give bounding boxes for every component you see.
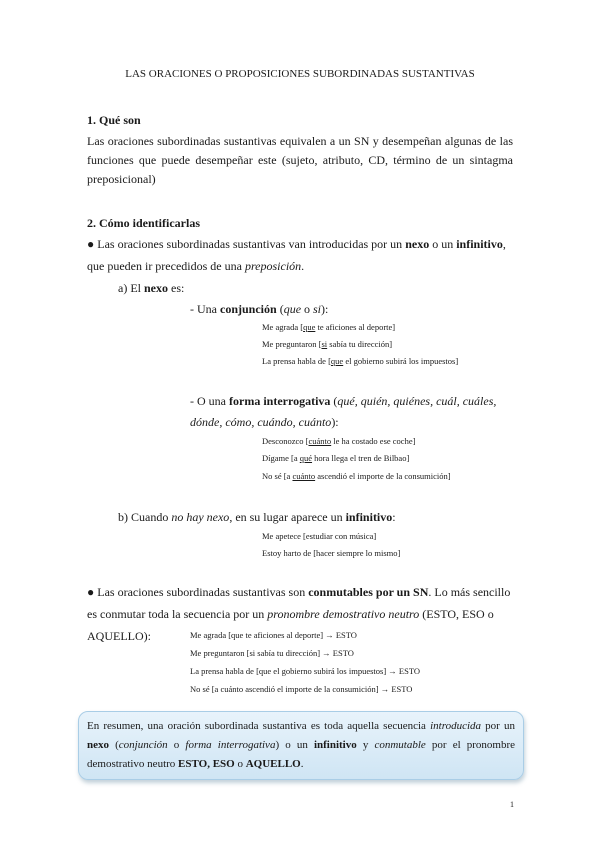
page-number: 1 bbox=[510, 800, 514, 809]
bullet-1-line-2: que pueden ir precedidos de una preposición. bbox=[87, 259, 305, 273]
conj-example-3: La prensa habla de [que el gobierno subirá los impuestos] bbox=[262, 356, 459, 366]
document-title: LAS ORACIONES O PROPOSICIONES SUBORDINADAS SUSTANTIVAS bbox=[125, 68, 475, 80]
bullet-2-line-2: es conmutar toda la secuencia por un pronombre demostrativo neutro (ESTO, ESO o bbox=[87, 607, 494, 621]
section-1-heading: 1. Qué son bbox=[87, 113, 141, 127]
inf-example-2: Estoy harto de [hacer siempre lo mismo] bbox=[262, 548, 401, 558]
summary-box: En resumen, una oración subordinada sustantiva es toda aquella secuencia introducida por un nexo (conjunción o forma interrogativa) o un infinitivo y conmutable por el pronombre demostrativo neutro ESTO, ESO o AQUELLO. bbox=[78, 711, 524, 780]
bullet-2-line-3: AQUELLO): bbox=[87, 629, 151, 643]
interrogative-line-2: dónde, cómo, cuándo, cuánto): bbox=[190, 415, 339, 429]
item-b: b) Cuando no hay nexo, en su lugar aparece un infinitivo: bbox=[118, 510, 396, 524]
section-1-text: Las oraciones subordinadas sustantivas equivalen a un SN y desempeñan algunas de las funciones que puede desempeñar este (sujeto, atributo, CD, término de un sintagma preposicional) bbox=[87, 134, 513, 186]
conm-example-3: La prensa habla de [que el gobierno subirá los impuestos] → ESTO bbox=[190, 666, 420, 676]
conjunction-line: - Una conjunción (que o si): bbox=[190, 302, 329, 316]
interrog-example-1: Desconozco [cuánto le ha costado ese coche] bbox=[262, 436, 416, 446]
bullet-2-line-1: ● Las oraciones subordinadas sustantivas son conmutables por un SN. Lo más sencillo bbox=[87, 585, 511, 599]
interrog-example-2: Dígame [a qué hora llega el tren de Bilbao] bbox=[262, 453, 410, 463]
conm-example-1: Me agrada [que te aficiones al deporte] → ESTO bbox=[190, 630, 357, 640]
conj-example-1: Me agrada [que te aficiones al deporte] bbox=[262, 322, 396, 332]
conj-example-2: Me preguntaron [si sabía tu dirección] bbox=[262, 339, 393, 349]
interrog-example-3: No sé [a cuánto ascendió el importe de la consumición] bbox=[262, 471, 451, 481]
inf-example-1: Me apetece [estudiar con música] bbox=[262, 531, 377, 541]
section-2-heading: 2. Cómo identificarlas bbox=[87, 216, 200, 230]
conm-example-2: Me preguntaron [si sabía tu dirección] → ESTO bbox=[190, 648, 354, 658]
item-a: a) El nexo es: bbox=[118, 281, 185, 295]
bullet-1-line-1: ● Las oraciones subordinadas sustantivas van introducidas por un nexo o un infinitivo, bbox=[87, 237, 506, 251]
conm-example-4: No sé [a cuánto ascendió el importe de la consumición] → ESTO bbox=[190, 684, 413, 694]
interrogative-line-1: - O una forma interrogativa (qué, quién, quiénes, cuál, cuáles, bbox=[190, 394, 497, 408]
